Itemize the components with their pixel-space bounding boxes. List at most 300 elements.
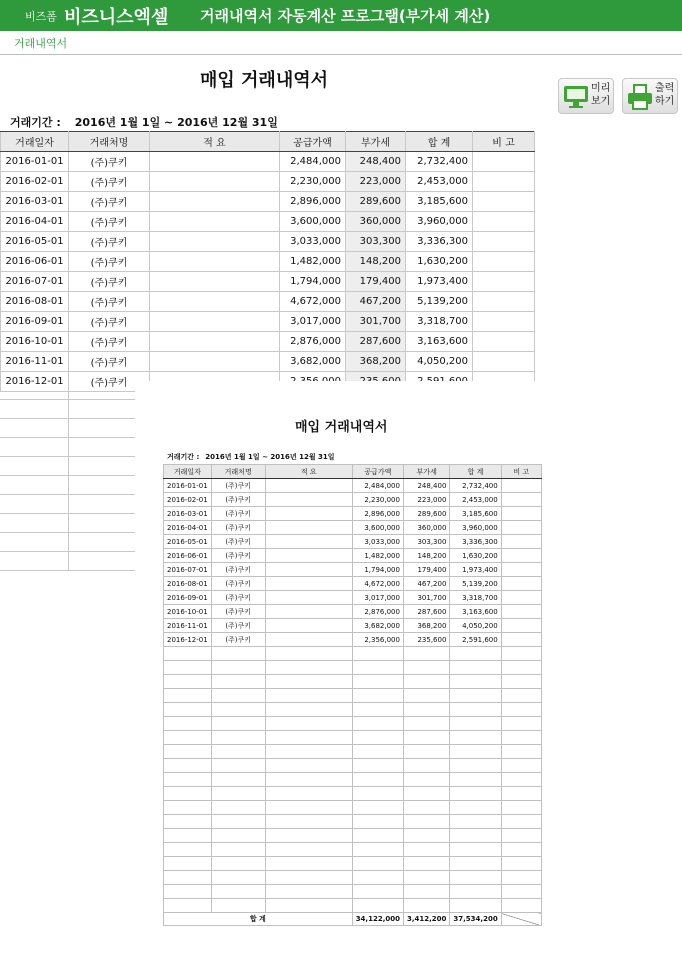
cell-total[interactable]: 3,336,300 (406, 232, 473, 252)
preview-cell-vendor (211, 871, 265, 885)
cell-vendor[interactable]: (주)쿠키 (69, 172, 150, 192)
cell-vat[interactable]: 467,200 (346, 292, 406, 312)
cell-total[interactable]: 5,139,200 (406, 292, 473, 312)
preview-cell-total: 3,185,600 (450, 507, 501, 521)
preview-cell-total (450, 857, 501, 871)
preview-cell-note (501, 885, 541, 899)
preview-cell-vat: 248,400 (403, 479, 449, 493)
preview-cell-vendor (211, 689, 265, 703)
preview-cell-total (450, 899, 501, 913)
cell-vat[interactable]: 148,200 (346, 252, 406, 272)
empty-row[interactable] (0, 381, 135, 400)
cell-date[interactable]: 2016-10-01 (1, 332, 69, 352)
preview-label-2: 보기 (591, 96, 611, 107)
preview-cell-vat (403, 675, 449, 689)
cell-memo[interactable] (150, 172, 280, 192)
preview-row (164, 829, 542, 843)
cell-memo[interactable] (150, 192, 280, 212)
cell-note[interactable] (473, 172, 535, 192)
period-line (10, 114, 278, 130)
cell-vendor[interactable]: (주)쿠키 (69, 332, 150, 352)
preview-cell-total (450, 731, 501, 745)
preview-cell-vat (403, 871, 449, 885)
cell-date[interactable]: 2016-12-01 (1, 372, 69, 392)
preview-cell-supply: 3,600,000 (352, 521, 403, 535)
col-header-vat: 부가세 (346, 132, 406, 152)
preview-cell-total (450, 843, 501, 857)
preview-cell-supply: 2,484,000 (352, 479, 403, 493)
preview-cell-vat (403, 857, 449, 871)
preview-cell-note (501, 787, 541, 801)
preview-row (164, 605, 542, 619)
preview-row (164, 703, 542, 717)
empty-row[interactable] (0, 476, 135, 495)
col-header-supply: 공급가액 (280, 132, 346, 152)
preview-cell-vat (403, 787, 449, 801)
cell-date[interactable]: 2016-05-01 (1, 232, 69, 252)
preview-cell-vendor (211, 899, 265, 913)
cell-date[interactable]: 2016-04-01 (1, 212, 69, 232)
col-header-vendor: 거래처명 (69, 132, 150, 152)
preview-cell-date: 2016-03-01 (164, 507, 212, 521)
preview-cell-vat (403, 829, 449, 843)
preview-cell-note (501, 563, 541, 577)
cell-vendor[interactable]: (주)쿠키 (69, 192, 150, 212)
preview-cell-date (164, 717, 212, 731)
cell-note[interactable] (473, 292, 535, 312)
preview-row (164, 521, 542, 535)
cell-vendor[interactable]: (주)쿠키 (69, 212, 150, 232)
cell-date[interactable]: 2016-09-01 (1, 312, 69, 332)
preview-cell-note (501, 801, 541, 815)
preview-cell-note (501, 731, 541, 745)
preview-cell-vendor: (주)쿠키 (211, 577, 265, 591)
preview-cell-note (501, 577, 541, 591)
preview-cell-vendor: (주)쿠키 (211, 619, 265, 633)
preview-cell-memo (265, 899, 352, 913)
preview-cell-vat (403, 745, 449, 759)
preview-cell-total (450, 689, 501, 703)
preview-cell-supply (352, 717, 403, 731)
preview-cell-vendor (211, 885, 265, 899)
col-header-note: 비 고 (473, 132, 535, 152)
app-title: 거래내역서 자동계산 프로그램(부가세 계산) (200, 7, 491, 25)
transaction-table (0, 131, 535, 392)
preview-cell-vendor (211, 843, 265, 857)
preview-cell-vat: 467,200 (403, 577, 449, 591)
preview-cell-supply (352, 829, 403, 843)
preview-cell-date (164, 675, 212, 689)
preview-cell-memo (265, 535, 352, 549)
cell-supply[interactable]: 1,794,000 (280, 272, 346, 292)
cell-total[interactable]: 1,973,400 (406, 272, 473, 292)
preview-cell-vendor (211, 647, 265, 661)
cell-vendor[interactable]: (주)쿠키 (69, 232, 150, 252)
preview-cell-memo (265, 857, 352, 871)
preview-cell-vendor (211, 773, 265, 787)
preview-cell-memo (265, 577, 352, 591)
preview-cell-date (164, 815, 212, 829)
cell-vendor[interactable]: (주)쿠키 (69, 292, 150, 312)
preview-row (164, 479, 542, 493)
cell-note[interactable] (473, 352, 535, 372)
cell-memo[interactable] (150, 232, 280, 252)
preview-cell-date (164, 829, 212, 843)
preview-cell-note (501, 661, 541, 675)
cell-memo[interactable] (150, 272, 280, 292)
preview-cell-memo (265, 507, 352, 521)
preview-cell-vat: 223,000 (403, 493, 449, 507)
brand-logo: 비즈니스엑셀 (64, 7, 169, 28)
preview-cell-memo (265, 647, 352, 661)
cell-total[interactable]: 3,318,700 (406, 312, 473, 332)
cell-vat[interactable]: 301,700 (346, 312, 406, 332)
preview-cell-memo (265, 843, 352, 857)
preview-cell-vendor (211, 815, 265, 829)
preview-row (164, 563, 542, 577)
preview-cell-total: 3,336,300 (450, 535, 501, 549)
preview-cell-total (450, 829, 501, 843)
cell-date[interactable]: 2016-08-01 (1, 292, 69, 312)
preview-row (164, 675, 542, 689)
preview-cell-supply (352, 647, 403, 661)
cell-date[interactable]: 2016-03-01 (1, 192, 69, 212)
preview-cell-total (450, 815, 501, 829)
cell-supply[interactable]: 3,017,000 (280, 312, 346, 332)
preview-row (164, 717, 542, 731)
preview-cell-vendor (211, 717, 265, 731)
preview-row (164, 801, 542, 815)
preview-cell-vat (403, 647, 449, 661)
table-row (1, 352, 535, 372)
preview-cell-vendor (211, 661, 265, 675)
preview-cell-date (164, 745, 212, 759)
cell-supply[interactable]: 2,484,000 (280, 152, 346, 172)
preview-period-value: 2016년 1월 1일 ~ 2016년 12월 31일 (205, 453, 335, 461)
cell-total[interactable]: 4,050,200 (406, 352, 473, 372)
preview-table (163, 464, 542, 926)
period-value: 2016년 1월 1일 ~ 2016년 12월 31일 (74, 116, 278, 129)
cell-vat[interactable]: 287,600 (346, 332, 406, 352)
preview-cell-vat: 235,600 (403, 633, 449, 647)
preview-cell-supply: 2,876,000 (352, 605, 403, 619)
preview-col-note: 비 고 (501, 465, 541, 479)
cell-date[interactable]: 2016-07-01 (1, 272, 69, 292)
preview-cell-supply (352, 745, 403, 759)
print-label-2: 하기 (655, 96, 675, 107)
preview-cell-total: 4,050,200 (450, 619, 501, 633)
cell-vendor[interactable]: (주)쿠키 (69, 372, 150, 392)
preview-row (164, 535, 542, 549)
preview-row (164, 493, 542, 507)
preview-cell-memo (265, 787, 352, 801)
preview-button[interactable] (558, 78, 614, 114)
preview-cell-date (164, 689, 212, 703)
preview-row (164, 689, 542, 703)
preview-cell-note (501, 633, 541, 647)
cell-total[interactable]: 3,163,600 (406, 332, 473, 352)
cell-vat[interactable]: 303,300 (346, 232, 406, 252)
preview-cell-supply (352, 857, 403, 871)
tab-transaction-statement[interactable]: 거래내역서 (14, 37, 68, 50)
cell-memo[interactable] (150, 352, 280, 372)
preview-cell-vat: 289,600 (403, 507, 449, 521)
preview-cell-memo (265, 703, 352, 717)
preview-cell-total (450, 871, 501, 885)
cell-note[interactable] (473, 272, 535, 292)
preview-total-vat: 3,412,200 (403, 913, 449, 926)
table-row (1, 172, 535, 192)
table-row (1, 292, 535, 312)
preview-row (164, 899, 542, 913)
cell-memo[interactable] (150, 212, 280, 232)
preview-cell-vat (403, 731, 449, 745)
empty-row[interactable] (0, 457, 135, 476)
table-row (1, 212, 535, 232)
preview-cell-vendor (211, 787, 265, 801)
preview-cell-memo (265, 563, 352, 577)
empty-row[interactable] (0, 438, 135, 457)
preview-cell-note (501, 591, 541, 605)
preview-cell-note (501, 479, 541, 493)
table-header-row (1, 132, 535, 152)
cell-vendor[interactable]: (주)쿠키 (69, 152, 150, 172)
cell-vendor[interactable]: (주)쿠키 (69, 272, 150, 292)
preview-cell-vat (403, 801, 449, 815)
preview-cell-supply (352, 703, 403, 717)
preview-period-line (167, 452, 335, 462)
preview-cell-vat (403, 661, 449, 675)
preview-cell-date: 2016-09-01 (164, 591, 212, 605)
cell-memo[interactable] (150, 312, 280, 332)
preview-cell-supply (352, 675, 403, 689)
preview-cell-note (501, 843, 541, 857)
preview-cell-memo (265, 717, 352, 731)
preview-cell-vendor (211, 745, 265, 759)
preview-cell-vat: 179,400 (403, 563, 449, 577)
brand-small: 비즈폼 (25, 10, 57, 23)
preview-cell-date (164, 899, 212, 913)
print-button[interactable] (622, 78, 678, 114)
preview-period-label: 거래기간 : (167, 453, 200, 461)
preview-cell-note (501, 507, 541, 521)
preview-cell-vendor: (주)쿠키 (211, 591, 265, 605)
cell-total[interactable]: 2,732,400 (406, 152, 473, 172)
cell-vat[interactable]: 289,600 (346, 192, 406, 212)
preview-cell-supply: 3,682,000 (352, 619, 403, 633)
preview-cell-note (501, 549, 541, 563)
cell-note[interactable] (473, 332, 535, 352)
preview-row (164, 661, 542, 675)
cell-memo[interactable] (150, 332, 280, 352)
preview-cell-memo (265, 591, 352, 605)
cell-vendor[interactable]: (주)쿠키 (69, 352, 150, 372)
preview-row (164, 787, 542, 801)
preview-cell-supply (352, 843, 403, 857)
preview-cell-supply (352, 801, 403, 815)
preview-col-vat: 부가세 (403, 465, 449, 479)
preview-cell-total: 3,163,600 (450, 605, 501, 619)
preview-cell-date: 2016-08-01 (164, 577, 212, 591)
cell-note[interactable] (473, 212, 535, 232)
preview-cell-total (450, 801, 501, 815)
preview-cell-vendor (211, 731, 265, 745)
preview-cell-memo (265, 661, 352, 675)
preview-cell-date (164, 843, 212, 857)
cell-note[interactable] (473, 252, 535, 272)
preview-row (164, 591, 542, 605)
preview-cell-note (501, 535, 541, 549)
preview-cell-supply: 1,482,000 (352, 549, 403, 563)
preview-row (164, 759, 542, 773)
cell-note[interactable] (473, 232, 535, 252)
preview-cell-total (450, 661, 501, 675)
preview-cell-memo (265, 871, 352, 885)
cell-note[interactable] (473, 312, 535, 332)
cell-total[interactable]: 2,453,000 (406, 172, 473, 192)
preview-cell-date (164, 647, 212, 661)
preview-cell-vat (403, 703, 449, 717)
cell-supply[interactable]: 4,672,000 (280, 292, 346, 312)
empty-row[interactable] (0, 552, 135, 571)
preview-cell-note (501, 829, 541, 843)
preview-cell-date (164, 857, 212, 871)
cell-total[interactable]: 3,960,000 (406, 212, 473, 232)
preview-row (164, 633, 542, 647)
cell-vat[interactable]: 179,400 (346, 272, 406, 292)
preview-row (164, 773, 542, 787)
preview-cell-supply: 4,672,000 (352, 577, 403, 591)
empty-row[interactable] (0, 533, 135, 552)
cell-memo[interactable] (150, 292, 280, 312)
cell-supply[interactable]: 3,682,000 (280, 352, 346, 372)
preview-cell-date: 2016-01-01 (164, 479, 212, 493)
preview-cell-vendor: (주)쿠키 (211, 535, 265, 549)
preview-cell-date: 2016-04-01 (164, 521, 212, 535)
preview-cell-memo (265, 773, 352, 787)
preview-cell-date (164, 661, 212, 675)
cell-vendor[interactable]: (주)쿠키 (69, 252, 150, 272)
preview-cell-total (450, 703, 501, 717)
preview-header-row (164, 465, 542, 479)
cell-date[interactable]: 2016-01-01 (1, 152, 69, 172)
preview-cell-supply: 3,017,000 (352, 591, 403, 605)
preview-cell-memo (265, 689, 352, 703)
preview-cell-date: 2016-05-01 (164, 535, 212, 549)
cell-memo[interactable] (150, 252, 280, 272)
cell-date[interactable]: 2016-06-01 (1, 252, 69, 272)
preview-label-1: 미리 (591, 83, 611, 94)
empty-row[interactable] (0, 400, 135, 419)
preview-cell-total: 5,139,200 (450, 577, 501, 591)
cell-note[interactable] (473, 192, 535, 212)
preview-row (164, 843, 542, 857)
preview-cell-total (450, 717, 501, 731)
preview-cell-vat (403, 815, 449, 829)
preview-cell-total (450, 787, 501, 801)
preview-cell-date: 2016-07-01 (164, 563, 212, 577)
preview-col-memo: 적 요 (265, 465, 352, 479)
cell-vat[interactable]: 368,200 (346, 352, 406, 372)
cell-date[interactable]: 2016-11-01 (1, 352, 69, 372)
empty-row[interactable] (0, 495, 135, 514)
preview-cell-memo (265, 731, 352, 745)
cell-supply[interactable]: 2,230,000 (280, 172, 346, 192)
preview-row (164, 577, 542, 591)
preview-cell-total (450, 675, 501, 689)
table-row (1, 232, 535, 252)
preview-cell-date (164, 801, 212, 815)
preview-cell-memo (265, 801, 352, 815)
tab-bar (0, 31, 682, 55)
empty-row[interactable] (0, 419, 135, 438)
table-row (1, 152, 535, 172)
preview-cell-vendor (211, 759, 265, 773)
preview-cell-vat (403, 843, 449, 857)
preview-title: 매입 거래내역서 (295, 420, 388, 435)
preview-cell-date (164, 871, 212, 885)
preview-row (164, 871, 542, 885)
col-header-memo: 적 요 (150, 132, 280, 152)
preview-cell-total (450, 647, 501, 661)
table-row (1, 312, 535, 332)
empty-row[interactable] (0, 514, 135, 533)
preview-cell-date: 2016-02-01 (164, 493, 212, 507)
cell-total[interactable]: 3,185,600 (406, 192, 473, 212)
preview-cell-memo (265, 633, 352, 647)
preview-cell-date (164, 787, 212, 801)
preview-cell-vat: 368,200 (403, 619, 449, 633)
cell-supply[interactable]: 1,482,000 (280, 252, 346, 272)
cell-date[interactable]: 2016-02-01 (1, 172, 69, 192)
cell-supply[interactable]: 2,876,000 (280, 332, 346, 352)
preview-cell-vendor: (주)쿠키 (211, 479, 265, 493)
preview-cell-note (501, 717, 541, 731)
preview-total-note (501, 913, 541, 926)
preview-cell-date: 2016-10-01 (164, 605, 212, 619)
preview-col-date: 거래일자 (164, 465, 212, 479)
preview-cell-note (501, 689, 541, 703)
cell-memo[interactable] (150, 152, 280, 172)
preview-cell-total (450, 745, 501, 759)
preview-cell-date: 2016-06-01 (164, 549, 212, 563)
preview-row (164, 815, 542, 829)
cell-vat[interactable]: 223,000 (346, 172, 406, 192)
top-banner (0, 0, 682, 31)
cell-supply[interactable]: 3,600,000 (280, 212, 346, 232)
preview-cell-vendor: (주)쿠키 (211, 521, 265, 535)
preview-cell-memo (265, 549, 352, 563)
preview-cell-memo (265, 521, 352, 535)
preview-cell-total: 1,973,400 (450, 563, 501, 577)
cell-note[interactable] (473, 152, 535, 172)
cell-supply[interactable]: 3,033,000 (280, 232, 346, 252)
cell-vendor[interactable]: (주)쿠키 (69, 312, 150, 332)
preview-cell-vendor (211, 801, 265, 815)
col-header-total: 합 계 (406, 132, 473, 152)
preview-cell-vendor (211, 857, 265, 871)
preview-cell-total: 2,591,600 (450, 633, 501, 647)
preview-cell-vendor (211, 675, 265, 689)
cell-total[interactable]: 1,630,200 (406, 252, 473, 272)
preview-cell-note (501, 815, 541, 829)
preview-cell-memo (265, 493, 352, 507)
cell-vat[interactable]: 360,000 (346, 212, 406, 232)
preview-row (164, 647, 542, 661)
cell-vat[interactable]: 248,400 (346, 152, 406, 172)
preview-cell-memo (265, 759, 352, 773)
cell-supply[interactable]: 2,896,000 (280, 192, 346, 212)
